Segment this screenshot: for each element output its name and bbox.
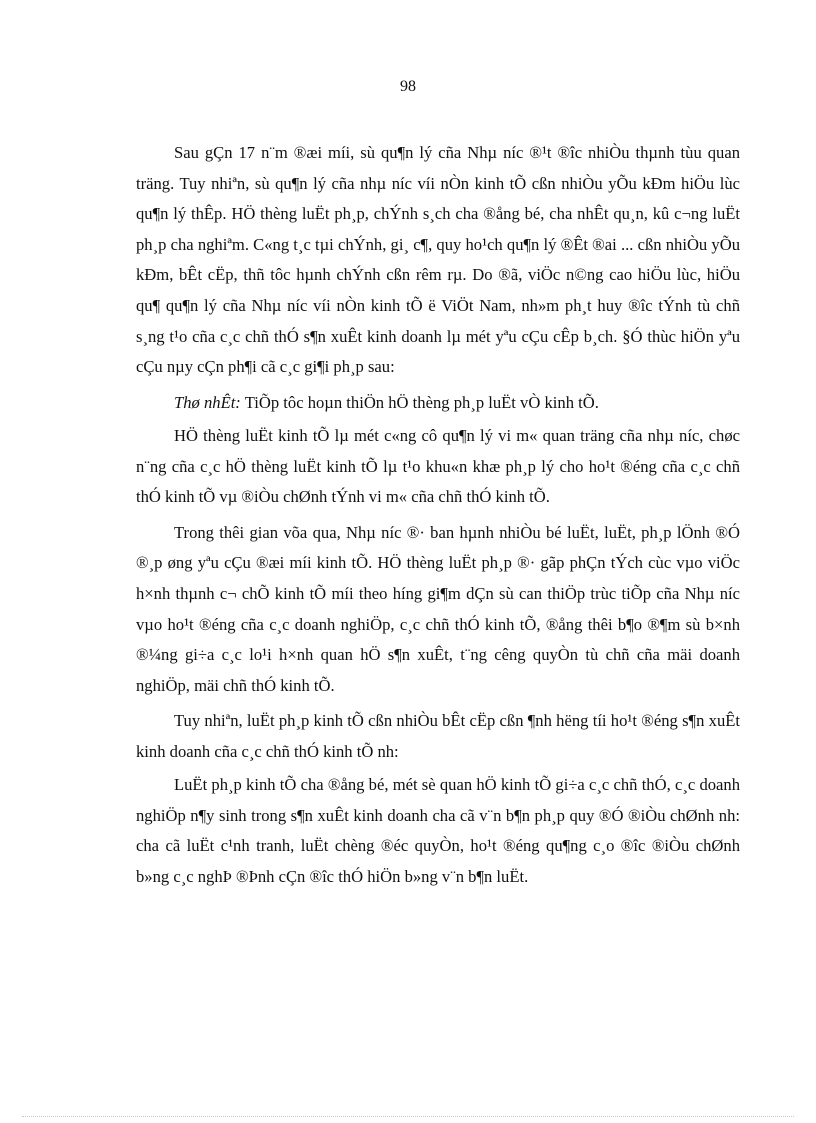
footer-divider: [22, 1116, 794, 1117]
paragraph-intro: Sau gÇn 17 n¨m ®æi míi, sù qu¶n lý cña Nhµ níc ®¹t ®îc nhiÒu thµnh tùu quan träng. Tuy nhiªn, sù qu¶n lý cña nhµ níc víi nÒn kinh tÕ cßn nhiÒu yÕu kÐm hiÖu lùc qu¶n lý thÊp. HÖ thèng luËt ph¸p, chÝnh s¸ch cha ®ång bé, cha nhÊt qu¸n, kû c¬ng luËt ph¸p cha nghiªm. C«ng t¸c tµi chÝnh, gi¸ c¶, quy ho¹ch qu¶n lý ®Êt ®ai ... cßn nhiÒu yÕu kÐm, bÊt cËp, thñ tôc hµnh chÝnh cßn rêm rµ. Do ®ã, viÖc n©ng cao hiÖu lùc, hiÖu qu¶ qu¶n lý cña Nhµ níc víi nÒn kinh tÕ ë ViÖt Nam, nh»m ph¸t huy ®îc tÝnh tù chñ s¸ng t¹o cña c¸c chñ thÓ s¶n xuÊt kinh doanh lµ mét yªu cÇu cÊp b¸ch. §Ó thùc hiÖn yªu cÇu nµy cÇn ph¶i cã c¸c gi¶i ph¸p sau:: [136, 143, 740, 377]
paragraph-shortcomings: Tuy nhiªn, luËt ph¸p kinh tÕ cßn nhiÒu bÊt cËp cßn ¶nh hëng tíi ho¹t ®éng s¶n xuÊt kinh doanh cña c¸c chñ thÓ kinh tÕ nh:: [136, 711, 740, 761]
section-heading: [136, 388, 740, 419]
section-heading-label: Thø nhÊt:: [174, 392, 241, 412]
section-heading-text: TiÕp tôc hoµn thiÖn hÖ thèng ph¸p luËt vÒ kinh tÕ.: [240, 392, 599, 412]
document-body: [136, 138, 740, 897]
paragraph-recent-laws: Trong thêi gian võa qua, Nhµ níc ®· ban hµnh nhiÒu bé luËt, luËt, ph¸p lÖnh ®Ó ®¸p øng yªu cÇu ®æi míi kinh tÕ. HÖ thèng luËt ph¸p ®· gãp phÇn tÝch cùc vµo viÖc h×nh thµnh c¬ chÕ kinh tÕ míi theo híng gi¶m dÇn sù can thiÖp trùc tiÕp cña Nhµ níc vµo ho¹t ®éng cña c¸c doanh nghiÖp, c¸c chñ thÓ kinh tÕ, ®ång thêi b¶o ®¶m sù b×nh ®¼ng gi÷a c¸c lo¹i h×nh quan hÖ s¶n xuÊt, t¨ng cêng quyÒn tù chñ cña mäi doanh nghiÖp, mäi chñ thÓ kinh tÕ.: [136, 522, 740, 695]
paragraph-legal-system: HÖ thèng luËt kinh tÕ lµ mét c«ng cô qu¶n lý vi m« quan träng cña nhµ níc, chøc n¨ng cña c¸c hÖ thèng luËt kinh tÕ lµ t¹o khu«n khæ ph¸p lý cho ho¹t ®éng cña c¸c chñ thÓ kinh tÕ vµ ®iÒu chØnh tÝnh vi m« cña chñ thÓ kinh tÕ.: [136, 426, 740, 507]
page-number: 98: [400, 78, 416, 95]
paragraph-inconsistency: LuËt ph¸p kinh tÕ cha ®ång bé, mét sè quan hÖ kinh tÕ gi÷a c¸c chñ thÓ, c¸c doanh nghiÖp n¶y sinh trong s¶n xuÊt kinh doanh cha cã v¨n b¶n ph¸p quy ®Ó ®iÒu chØnh nh: cha cã luËt c¹nh tranh, luËt chèng ®éc quyÒn, ho¹t ®éng qu¶ng c¸o ®îc ®iÒu chØnh b»ng c¸c nghÞ ®Þnh cÇn ®îc thÓ hiÖn b»ng v¨n b¶n luËt.: [136, 775, 740, 887]
